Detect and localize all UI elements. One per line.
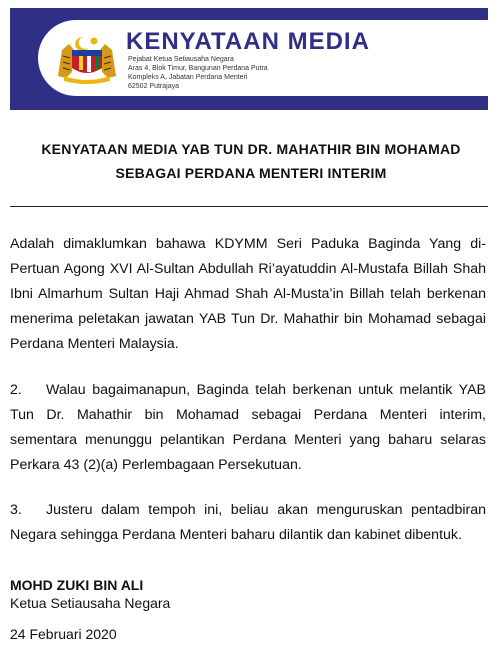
address-line: Kompleks A, Jabatan Perdana Menteri	[128, 74, 248, 81]
header-banner	[10, 8, 488, 110]
coat-of-arms-icon	[54, 32, 120, 84]
address-line: Pejabat Ketua Setiausaha Negara	[128, 56, 234, 63]
headline-line-1: KENYATAAN MEDIA YAB TUN DR. MAHATHIR BIN MOHAMAD	[41, 141, 461, 157]
paragraph-number: 3.	[10, 502, 22, 518]
paragraph-number: 2.	[10, 382, 22, 398]
header-address	[128, 55, 268, 91]
paragraph-text: Walau bagaimanapun, Baginda telah berkenan untuk melantik YAB Tun Dr. Mahathir bin Mohamad sebagai Perdana Menteri interim, sementara menunggu pelantikan Perdana Menteri yang baharu selaras Perkara 43 (2)(a) Perlembagaan Persekutuan.	[10, 382, 486, 473]
header-title: KENYATAAN MEDIA	[126, 28, 370, 55]
address-line: 62502 Putrajaya	[128, 83, 179, 90]
paragraph-text: Adalah dimaklumkan bahawa KDYMM Seri Paduka Baginda Yang di-Pertuan Agong XVI Al-Sultan Abdullah Ri’ayatuddin Al-Mustafa Billah Shah Ibni Almarhum Sultan Haji Ahmad Shah Al-Musta’in Billah telah berkenan menerima peletakan jawatan YAB Tun Dr. Mahathir bin Mohamad sebagai Perdana Menteri Malaysia.	[10, 236, 486, 352]
signatory-name: MOHD ZUKI BIN ALI	[10, 577, 144, 593]
paragraph-2	[10, 378, 486, 478]
paragraph-3	[10, 498, 486, 548]
divider	[10, 206, 488, 207]
signatory-title: Ketua Setiausaha Negara	[10, 595, 171, 611]
paragraph-1	[10, 232, 486, 357]
statement-date: 24 Februari 2020	[10, 626, 117, 642]
paragraph-text: Justeru dalam tempoh ini, beliau akan menguruskan pentadbiran Negara sehingga Perdana Menteri baharu dilantik dan kabinet dibentuk.	[10, 502, 486, 543]
headline-line-2: SEBAGAI PERDANA MENTERI INTERIM	[115, 165, 387, 181]
address-line: Aras 4, Blok Timur, Bangunan Perdana Putra	[128, 65, 268, 72]
